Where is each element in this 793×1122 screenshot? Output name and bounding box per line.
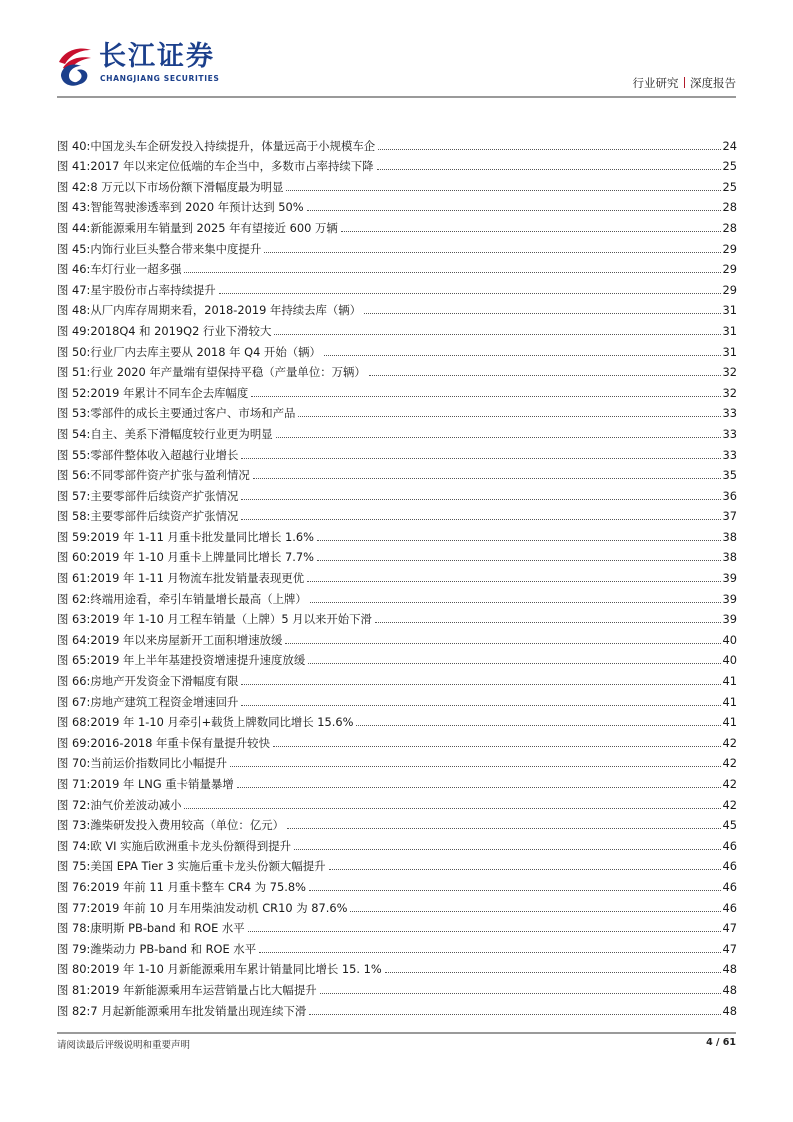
toc-figure-label: 图 81:: [57, 982, 91, 997]
toc-dot-leader: [276, 437, 721, 438]
toc-entry[interactable]: [57, 688, 737, 709]
category-industry-research: 行业研究: [632, 76, 679, 90]
toc-dot-leader: [241, 499, 720, 500]
toc-figure-label: 图 68:: [57, 715, 91, 730]
toc-figure-title: 2016-2018 年重卡保有量提升较快: [90, 735, 270, 750]
toc-dot-leader: [286, 190, 720, 191]
toc-figure-title: 房地产建筑工程资金增速回升: [90, 694, 239, 709]
toc-entry[interactable]: [57, 317, 737, 338]
toc-page-number: 41: [722, 674, 737, 689]
toc-figure-title: 内饰行业巨头整合带来集中度提升: [90, 241, 262, 256]
toc-page-number: 39: [722, 612, 737, 627]
category-in-depth-report: 深度报告: [690, 76, 736, 90]
toc-figure-title: 2019 年累计不同车企去库幅度: [90, 385, 249, 400]
toc-page-number: 48: [722, 982, 737, 997]
toc-entry[interactable]: [57, 791, 737, 812]
toc-figure-label: 图 46:: [57, 262, 91, 277]
toc-dot-leader: [341, 231, 721, 232]
toc-figure-label: 图 52:: [57, 385, 91, 400]
toc-figure-label: 图 44:: [57, 220, 91, 235]
changjiang-logo-icon: [55, 40, 95, 90]
toc-figure-title: 自主、美系下滑幅度较行业更为明显: [90, 426, 273, 441]
toc-dot-leader: [307, 581, 720, 582]
toc-figure-label: 图 48:: [57, 303, 91, 318]
toc-figure-label: 图 63:: [57, 612, 91, 627]
toc-dot-leader: [259, 952, 720, 953]
toc-page-number: 38: [722, 529, 737, 544]
toc-dot-leader: [294, 849, 721, 850]
toc-entry[interactable]: [57, 503, 737, 524]
toc-figure-title: 行业 2020 年产量端有望保持平稳（产量单位：万辆）: [90, 365, 366, 380]
category-divider: [684, 77, 686, 88]
toc-figure-title: 欧 VI 实施后欧洲重卡龙头份额得到提升: [90, 838, 291, 853]
report-category: [633, 75, 737, 91]
toc-dot-leader: [317, 540, 721, 541]
page-number: 4 / 61: [706, 1037, 736, 1048]
toc-figure-label: 图 57:: [57, 488, 91, 503]
toc-dot-leader: [273, 746, 721, 747]
toc-figure-label: 图 76:: [57, 879, 91, 894]
toc-dot-leader: [309, 890, 721, 891]
toc-page-number: 48: [722, 1003, 737, 1018]
toc-entry[interactable]: [57, 564, 737, 585]
toc-figure-title: 潍柴研发投入费用较高（单位：亿元）: [90, 818, 284, 833]
toc-entry[interactable]: [57, 585, 737, 606]
toc-page-number: 28: [722, 220, 737, 235]
figure-index-list: [57, 132, 737, 1018]
toc-dot-leader: [320, 993, 721, 994]
toc-dot-leader: [274, 334, 720, 335]
toc-figure-title: 2019 年前 10 月车用柴油发动机 CR10 为 87.6%: [90, 900, 348, 915]
toc-entry[interactable]: [57, 606, 737, 627]
toc-figure-title: 2019 年以来房屋新开工面积增速放缓: [90, 632, 283, 647]
toc-figure-label: 图 71:: [57, 777, 91, 791]
toc-page-number: 33: [722, 447, 737, 462]
toc-page-number: 29: [722, 241, 737, 256]
toc-figure-label: 图 82:: [57, 1003, 91, 1018]
toc-figure-title: 2019 年 1-10 月重卡上牌量同比增长 7.7%: [90, 550, 314, 565]
toc-figure-title: 2018Q4 和 2019Q2 行业下滑较大: [90, 323, 272, 338]
toc-dot-leader: [253, 478, 721, 479]
toc-dot-leader: [356, 725, 720, 726]
toc-figure-title: 中国龙头车企研发投入持续提升，体量远高于小规模车企: [90, 138, 376, 153]
toc-entry[interactable]: [57, 173, 737, 194]
toc-figure-title: 2017 年以来定位低端的车企当中，多数市占率持续下降: [90, 159, 374, 174]
toc-page-number: 46: [722, 838, 737, 853]
toc-entry[interactable]: [57, 956, 737, 977]
toc-dot-leader: [237, 787, 721, 788]
footer-divider: [57, 1032, 736, 1034]
toc-dot-leader: [298, 416, 720, 417]
toc-dot-leader: [251, 396, 720, 397]
toc-page-number: 46: [722, 900, 737, 915]
toc-entry[interactable]: [57, 750, 737, 771]
toc-entry[interactable]: [57, 626, 737, 647]
toc-figure-title: 2019 年前 11 月重卡整车 CR4 为 75.8%: [90, 879, 306, 894]
company-logo: [55, 40, 245, 90]
toc-figure-label: 图 72:: [57, 797, 91, 812]
toc-figure-label: 图 64:: [57, 632, 91, 647]
toc-page-number: 47: [722, 941, 737, 956]
toc-dot-leader: [310, 602, 721, 603]
toc-dot-leader: [377, 169, 721, 170]
toc-dot-leader: [184, 808, 720, 809]
toc-dot-leader: [230, 766, 720, 767]
toc-dot-leader: [385, 972, 721, 973]
toc-page-number: 28: [722, 200, 737, 215]
toc-entry[interactable]: [57, 276, 737, 297]
toc-page-number: 25: [722, 179, 737, 194]
toc-entry[interactable]: [57, 462, 737, 483]
toc-page-number: 24: [722, 138, 737, 153]
toc-page-number: 42: [722, 777, 737, 791]
toc-entry[interactable]: [57, 297, 737, 318]
toc-entry[interactable]: [57, 194, 737, 215]
toc-page-number: 35: [722, 468, 737, 483]
toc-dot-leader: [309, 1014, 720, 1015]
toc-page-number: 42: [722, 797, 737, 812]
brand-name-en: CHANGJIANG SECURITIES: [100, 74, 220, 83]
toc-figure-label: 图 40:: [57, 138, 91, 153]
toc-figure-label: 图 78:: [57, 921, 91, 936]
toc-entry[interactable]: [57, 997, 737, 1018]
toc-page-number: 41: [722, 694, 737, 709]
toc-figure-label: 图 47:: [57, 282, 91, 297]
toc-figure-label: 图 41:: [57, 159, 91, 174]
toc-figure-label: 图 70:: [57, 756, 91, 771]
toc-page-number: 45: [722, 818, 737, 833]
toc-entry[interactable]: [57, 935, 737, 956]
toc-entry[interactable]: [57, 379, 737, 400]
toc-figure-title: 零部件的成长主要通过客户、市场和产品: [90, 406, 296, 421]
footer-disclaimer: 请阅读最后评级说明和重要声明: [57, 1040, 191, 1051]
toc-figure-label: 图 59:: [57, 529, 91, 544]
toc-page-number: 37: [722, 509, 737, 524]
toc-figure-label: 图 42:: [57, 179, 91, 194]
toc-figure-label: 图 50:: [57, 344, 91, 359]
toc-figure-title: 7 月起新能源乘用车批发销量出现连续下滑: [90, 1003, 307, 1018]
toc-figure-title: 2019 年上半年基建投资增速提升速度放缓: [90, 653, 306, 668]
toc-page-number: 38: [722, 550, 737, 565]
toc-entry[interactable]: [57, 132, 737, 153]
toc-figure-label: 图 45:: [57, 241, 91, 256]
toc-figure-label: 图 67:: [57, 694, 91, 709]
toc-entry[interactable]: [57, 729, 737, 750]
toc-entry[interactable]: [57, 153, 737, 174]
toc-dot-leader: [308, 663, 720, 664]
toc-entry[interactable]: [57, 544, 737, 565]
toc-page-number: 39: [722, 591, 737, 606]
toc-figure-title: 2019 年 1-10 月牵引+载货上牌数同比增长 15.6%: [90, 715, 354, 730]
toc-figure-title: 主要零部件后续资产扩张情况: [90, 488, 239, 503]
toc-figure-label: 图 58:: [57, 509, 91, 524]
toc-figure-label: 图 54:: [57, 426, 91, 441]
toc-page-number: 41: [722, 715, 737, 730]
toc-figure-title: 零部件整体收入超越行业增长: [90, 447, 239, 462]
toc-page-number: 33: [722, 426, 737, 441]
toc-dot-leader: [184, 272, 720, 273]
toc-page-number: 40: [722, 653, 737, 668]
toc-entry[interactable]: [57, 709, 737, 730]
toc-figure-label: 图 65:: [57, 653, 91, 668]
toc-page-number: 47: [722, 921, 737, 936]
toc-figure-title: 房地产开发资金下滑幅度有限: [90, 674, 239, 689]
toc-page-number: 32: [722, 365, 737, 380]
toc-page-number: 36: [722, 488, 737, 503]
toc-dot-leader: [317, 560, 721, 561]
toc-figure-label: 图 73:: [57, 818, 91, 833]
toc-figure-title: 行业厂内去库主要从 2018 年 Q4 开始（辆）: [90, 344, 321, 359]
toc-dot-leader: [287, 828, 721, 829]
toc-dot-leader: [241, 684, 720, 685]
toc-entry[interactable]: [57, 420, 737, 441]
toc-figure-title: 油气价差波动减小: [90, 797, 182, 812]
toc-dot-leader: [241, 705, 720, 706]
toc-dot-leader: [241, 519, 720, 520]
toc-page-number: 31: [722, 303, 737, 318]
toc-figure-title: 2019 年新能源乘用车运营销量占比大幅提升: [90, 982, 317, 997]
toc-dot-leader: [285, 643, 720, 644]
toc-figure-title: 2019 年 1-10 月新能源乘用车累计销量同比增长 15. 1%: [90, 962, 382, 977]
toc-entry[interactable]: [57, 235, 737, 256]
toc-dot-leader: [329, 869, 721, 870]
toc-figure-title: 2019 年 1-11 月重卡批发量同比增长 1.6%: [90, 529, 314, 544]
toc-entry[interactable]: [57, 400, 737, 421]
toc-figure-label: 图 75:: [57, 859, 91, 874]
toc-figure-title: 主要零部件后续资产扩张情况: [90, 509, 239, 524]
toc-page-number: 29: [722, 262, 737, 277]
toc-figure-title: 新能源乘用车销量到 2025 年有望接近 600 万辆: [90, 220, 338, 235]
toc-page-number: 25: [722, 159, 737, 174]
toc-entry[interactable]: [57, 647, 737, 668]
toc-figure-title: 潍柴动力 PB-band 和 ROE 水平: [90, 941, 257, 956]
toc-figure-title: 美国 EPA Tier 3 实施后重卡龙头份额大幅提升: [90, 859, 326, 874]
toc-dot-leader: [307, 210, 721, 211]
toc-dot-leader: [369, 375, 721, 376]
toc-figure-title: 终端用途看，牵引车销量增长最高（上牌）: [90, 591, 307, 606]
toc-entry[interactable]: [57, 915, 737, 936]
toc-page-number: 42: [722, 756, 737, 771]
toc-entry[interactable]: [57, 853, 737, 874]
toc-dot-leader: [324, 355, 721, 356]
toc-figure-title: 8 万元以下市场份额下滑幅度最为明显: [90, 179, 284, 194]
toc-page-number: 31: [722, 323, 737, 338]
toc-figure-title: 智能驾驶渗透率到 2020 年预计达到 50%: [90, 200, 304, 215]
toc-page-number: 31: [722, 344, 737, 359]
toc-dot-leader: [248, 931, 721, 932]
toc-figure-label: 图 62:: [57, 591, 91, 606]
toc-page-number: 39: [722, 571, 737, 586]
toc-figure-label: 图 79:: [57, 941, 91, 956]
toc-entry[interactable]: [57, 667, 737, 688]
toc-figure-label: 图 77:: [57, 900, 91, 915]
toc-entry[interactable]: [57, 976, 737, 997]
page-header: [0, 0, 793, 100]
toc-figure-label: 图 49:: [57, 323, 91, 338]
toc-figure-title: 康明斯 PB-band 和 ROE 水平: [90, 921, 245, 936]
toc-entry[interactable]: [57, 770, 737, 791]
toc-figure-label: 图 80:: [57, 962, 91, 977]
toc-entry[interactable]: [57, 482, 737, 503]
toc-figure-label: 图 66:: [57, 674, 91, 689]
toc-entry[interactable]: [57, 256, 737, 277]
toc-figure-title: 2019 年 1-11 月物流车批发销量表现更优: [90, 571, 305, 586]
toc-entry[interactable]: [57, 338, 737, 359]
toc-page-number: 42: [722, 735, 737, 750]
toc-page-number: 32: [722, 385, 737, 400]
toc-entry[interactable]: [57, 359, 737, 380]
toc-figure-title: 车灯行业一超多强: [90, 262, 182, 277]
toc-figure-title: 星宇股份市占率持续提升: [90, 282, 216, 297]
toc-entry[interactable]: [57, 523, 737, 544]
toc-page-number: 40: [722, 632, 737, 647]
toc-entry[interactable]: [57, 832, 737, 853]
toc-figure-title: 不同零部件资产扩张与盈利情况: [90, 468, 250, 483]
toc-figure-title: 当前运价指数同比小幅提升: [90, 756, 228, 771]
toc-figure-title: 2019 年 LNG 重卡销量暴增: [90, 777, 234, 791]
toc-entry[interactable]: [57, 812, 737, 833]
toc-dot-leader: [378, 149, 720, 150]
toc-figure-label: 图 74:: [57, 838, 91, 853]
toc-figure-label: 图 43:: [57, 200, 91, 215]
brand-name-cn: 长江证券: [99, 41, 215, 72]
toc-figure-label: 图 56:: [57, 468, 91, 483]
toc-dot-leader: [264, 252, 720, 253]
toc-figure-label: 图 55:: [57, 447, 91, 462]
toc-entry[interactable]: [57, 441, 737, 462]
toc-figure-label: 图 69:: [57, 735, 91, 750]
toc-dot-leader: [241, 458, 720, 459]
header-divider: [57, 96, 736, 98]
toc-figure-label: 图 60:: [57, 550, 91, 565]
toc-figure-title: 从厂内库存周期来看，2018-2019 年持续去库（辆）: [90, 303, 362, 318]
toc-page-number: 29: [722, 282, 737, 297]
toc-entry[interactable]: [57, 873, 737, 894]
toc-dot-leader: [350, 911, 720, 912]
toc-page-number: 33: [722, 406, 737, 421]
toc-dot-leader: [219, 293, 721, 294]
toc-figure-label: 图 51:: [57, 365, 91, 380]
toc-page-number: 46: [722, 879, 737, 894]
toc-figure-label: 图 53:: [57, 406, 91, 421]
toc-dot-leader: [364, 313, 720, 314]
toc-entry[interactable]: [57, 894, 737, 915]
toc-figure-label: 图 61:: [57, 571, 91, 586]
toc-page-number: 48: [722, 962, 737, 977]
toc-entry[interactable]: [57, 214, 737, 235]
toc-dot-leader: [375, 622, 721, 623]
toc-figure-title: 2019 年 1-10 月工程车销量（上牌）5 月以来开始下滑: [90, 612, 372, 627]
toc-page-number: 46: [722, 859, 737, 874]
